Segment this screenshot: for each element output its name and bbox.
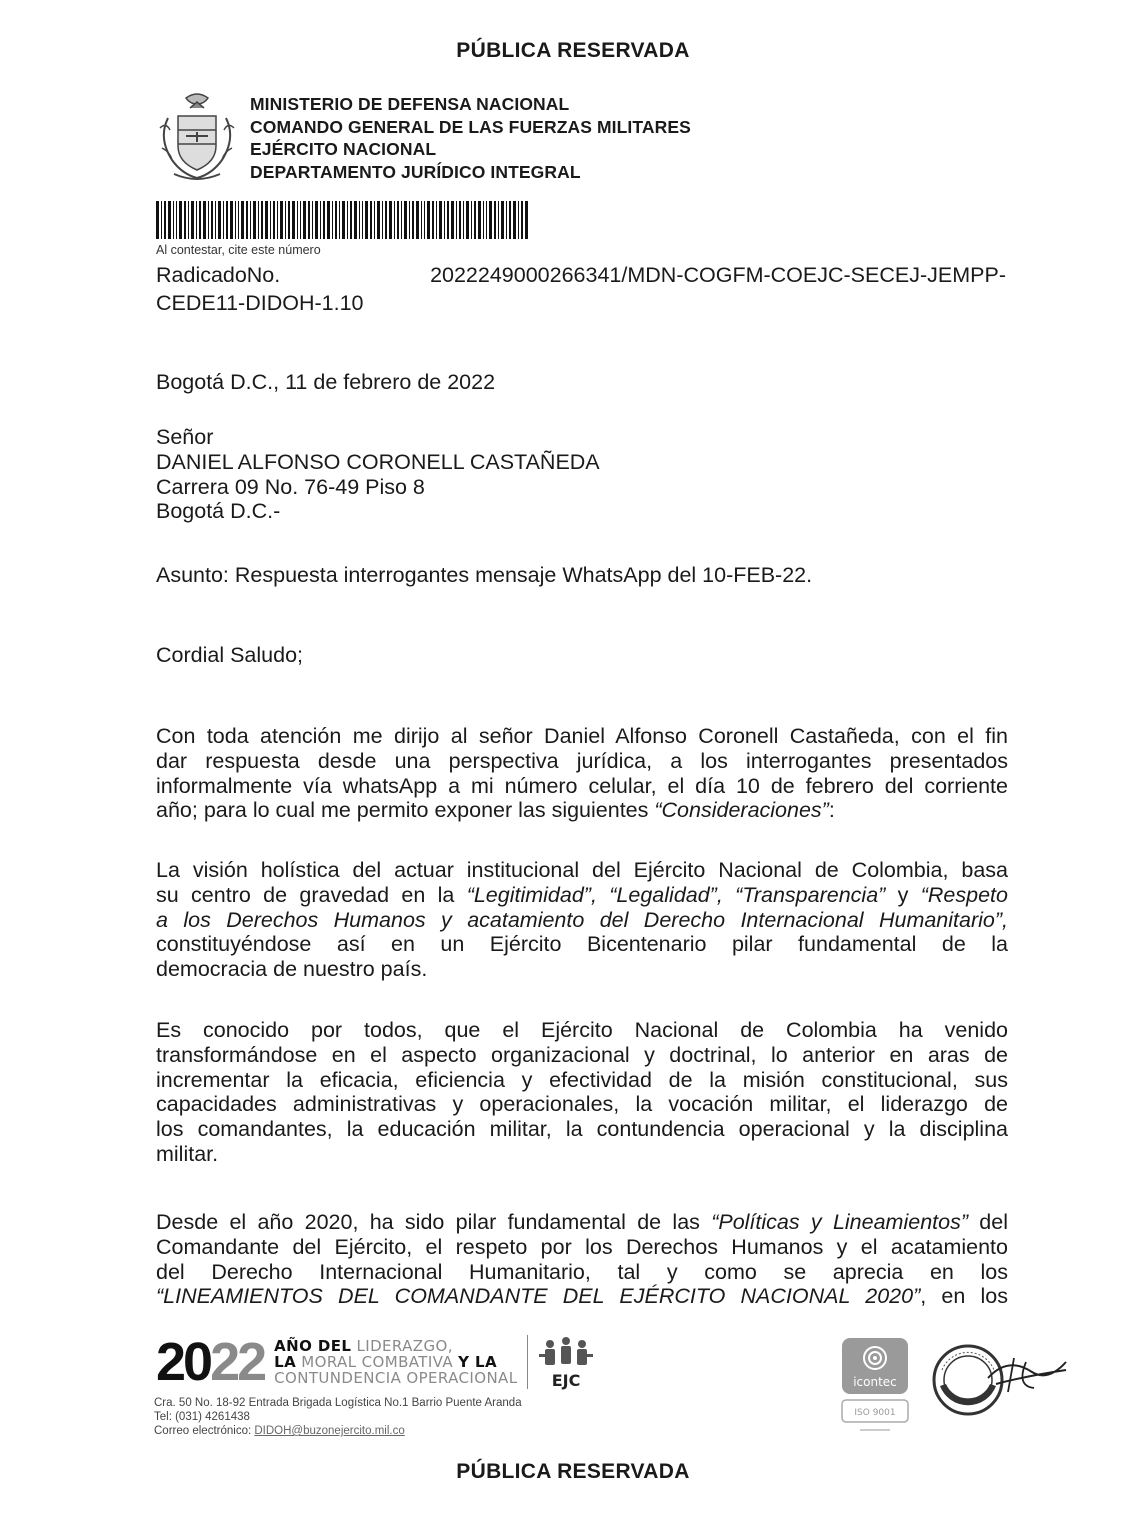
greeting: Cordial Saludo; bbox=[156, 643, 304, 667]
paragraph-line: incrementar la eficacia, eficiencia y efectividad de la misión constitucional, sus bbox=[156, 1067, 1008, 1092]
cite-number-note: Al contestar, cite este número bbox=[156, 243, 321, 257]
icontec-label: icontec bbox=[853, 1375, 897, 1389]
year-slogan: AÑO DEL LIDERAZGO, LA MORAL COMBATIVA Y LA CONTUNDENCIA OPERACIONAL bbox=[274, 1337, 518, 1387]
header-line-ministry: MINISTERIO DE DEFENSA NACIONAL bbox=[250, 94, 570, 114]
paragraph-line: Es conocido por todos, que el Ejército Nacional de Colombia ha venido bbox=[156, 1018, 1008, 1042]
footer-email-line: Correo electrónico: DIDOH@buzonejercito.mil.co bbox=[154, 1425, 405, 1437]
classification-top: PÚBLICA RESERVADA bbox=[456, 39, 690, 62]
email-link[interactable]: DIDOH@buzonejercito.mil.co bbox=[254, 1425, 405, 1437]
footer-address: Cra. 50 No. 18-92 Entrada Brigada Logística No.1 Barrio Puente Aranda bbox=[154, 1397, 522, 1409]
filing-no-label: No. bbox=[246, 263, 281, 287]
institution-header bbox=[250, 93, 691, 183]
paragraph-line: año; para lo cual me permito exponer las siguientes “Consideraciones”: bbox=[156, 798, 835, 823]
recipient-city: Bogotá D.C.- bbox=[156, 499, 281, 524]
header-line-department: DEPARTAMENTO JURÍDICO INTEGRAL bbox=[250, 161, 581, 182]
body-paragraph-2 bbox=[156, 858, 1008, 982]
paragraph-line: transformándose en el aspecto organizacional y doctrinal, lo anterior en aras de bbox=[156, 1042, 1008, 1067]
filing-number-part2: CEDE11-DIDOH-1.10 bbox=[156, 291, 364, 315]
date-line: Bogotá D.C., 11 de febrero de 2022 bbox=[156, 370, 496, 394]
body-paragraph-4 bbox=[156, 1210, 1008, 1309]
paragraph-line: “LINEAMIENTOS DEL COMANDANTE DEL EJÉRCITO NACIONAL 2020”, en los bbox=[156, 1284, 1008, 1309]
paragraph-line: dar respuesta desde una perspectiva jurídica, a los interrogantes presentados bbox=[156, 748, 1008, 773]
filing-number-part1: 2022249000266341/MDN-COGFM-COEJC-SECEJ-JEMPP- bbox=[430, 263, 1006, 287]
header-line-army: EJÉRCITO NACIONAL bbox=[250, 139, 437, 159]
paragraph-line: democracia de nuestro país. bbox=[156, 957, 428, 982]
footer-phone: Tel: (031) 4261438 bbox=[154, 1411, 250, 1423]
barcode-icon bbox=[156, 201, 528, 239]
paragraph-line: a los Derechos Humanos y acatamiento del Derecho Internacional Humanitario”, bbox=[156, 907, 1008, 932]
ejc-label: EJC bbox=[552, 1371, 581, 1390]
paragraph-line: Con toda atención me dirijo al señor Daniel Alfonso Coronell Castañeda, con el fin bbox=[156, 724, 1008, 748]
paragraph-line: militar. bbox=[156, 1141, 219, 1166]
coat-of-arms-icon bbox=[156, 88, 238, 184]
subject-line: Asunto: Respuesta interrogantes mensaje WhatsApp del 10-FEB-22. bbox=[156, 563, 813, 587]
paragraph-line: informalmente vía whatsApp a mi número celular, el día 10 de febrero del corriente bbox=[156, 773, 1008, 798]
management-system-seal-icon bbox=[928, 1340, 1068, 1420]
paragraph-line: los comandantes, la educación militar, la contundencia operacional y la disciplina bbox=[156, 1117, 1008, 1142]
year-slogan-logo bbox=[156, 1333, 596, 1391]
footer-divider bbox=[527, 1335, 528, 1389]
paragraph-line: capacidades administrativas y operacionales, la vocación militar, el liderazgo de bbox=[156, 1092, 1008, 1117]
body-paragraph-1 bbox=[156, 724, 1008, 823]
footer-contact bbox=[154, 1396, 522, 1438]
recipient-address: Carrera 09 No. 76-49 Piso 8 bbox=[156, 474, 425, 499]
paragraph-line: su centro de gravedad en la “Legitimidad”, “Legalidad”, “Transparencia” y “Respeto bbox=[156, 882, 1008, 907]
army-soldiers-icon bbox=[536, 1334, 596, 1390]
iso-label: ISO 9001 bbox=[854, 1408, 896, 1418]
recipient-salutation: Señor bbox=[156, 425, 214, 449]
icontec-certification-icon bbox=[840, 1336, 910, 1436]
paragraph-line: constituyéndose así en un Ejército Bicentenario pilar fundamental de la bbox=[156, 932, 1008, 957]
body-paragraph-3 bbox=[156, 1018, 1008, 1167]
recipient-name: DANIEL ALFONSO CORONELL CASTAÑEDA bbox=[156, 449, 600, 474]
year-mark: 2022 bbox=[156, 1332, 265, 1392]
paragraph-line: Comandante del Ejército, el respeto por los Derechos Humanos y el acatamiento bbox=[156, 1234, 1008, 1259]
filing-number bbox=[156, 261, 1006, 317]
classification-bottom: PÚBLICA RESERVADA bbox=[456, 1460, 690, 1483]
filing-label: Radicado bbox=[156, 263, 247, 287]
header-line-command: COMANDO GENERAL DE LAS FUERZAS MILITARES bbox=[250, 116, 691, 137]
paragraph-line: La visión holística del actuar institucional del Ejército Nacional de Colombia, basa bbox=[156, 858, 1008, 882]
paragraph-line: Desde el año 2020, ha sido pilar fundamental de las “Políticas y Lineamientos” del bbox=[156, 1210, 1008, 1234]
paragraph-line: del Derecho Internacional Humanitario, tal y como se aprecia en los bbox=[156, 1259, 1008, 1284]
recipient-block bbox=[156, 425, 1008, 524]
